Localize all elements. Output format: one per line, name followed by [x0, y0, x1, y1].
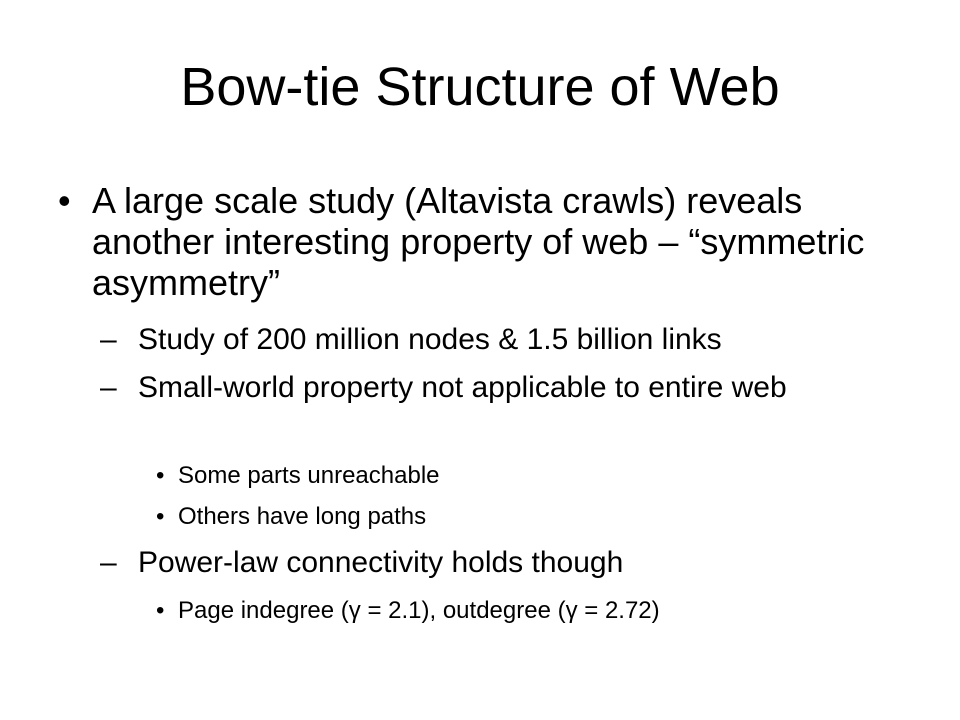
sub-bullet-dash: – — [100, 546, 117, 579]
bullet-main — [58, 180, 872, 303]
sub-bullet-dash: – — [100, 323, 117, 356]
sub-bullet-study — [100, 322, 878, 357]
sub-sub-bullet-long-paths — [156, 503, 878, 531]
sub-sub-bullet-unreachable-text: Some parts unreachable — [178, 462, 440, 489]
sub-bullet-power-law-text: Power-law connectivity holds though — [138, 546, 624, 579]
sub-sub-bullet-long-paths-text: Others have long paths — [178, 503, 427, 530]
sub-sub-bullet-dot: • — [156, 503, 165, 530]
sub-sub-bullet-dot: • — [156, 462, 165, 489]
sub-bullet-power-law — [100, 545, 878, 580]
bullet-main-text: A large scale study (Altavista crawls) reveals another interesting property of web – “symmetric asymmetry” — [92, 180, 865, 303]
sub-bullet-study-text: Study of 200 million nodes & 1.5 billion links — [138, 323, 722, 356]
sub-bullet-small-world — [100, 370, 878, 405]
sub-bullet-small-world-text: Small-world property not applicable to entire web — [138, 371, 787, 404]
sub-bullet-dash: – — [100, 371, 117, 404]
sub-sub-bullet-dot: • — [156, 597, 165, 624]
sub-sub-bullet-indegree-text: Page indegree (γ = 2.1), outdegree (γ = 2.72) — [178, 597, 660, 624]
sub-sub-bullet-unreachable — [156, 462, 878, 490]
slide-title: Bow-tie Structure of Web — [180, 57, 780, 117]
bullet-dot: • — [58, 180, 71, 221]
sub-sub-bullet-indegree — [156, 597, 878, 625]
